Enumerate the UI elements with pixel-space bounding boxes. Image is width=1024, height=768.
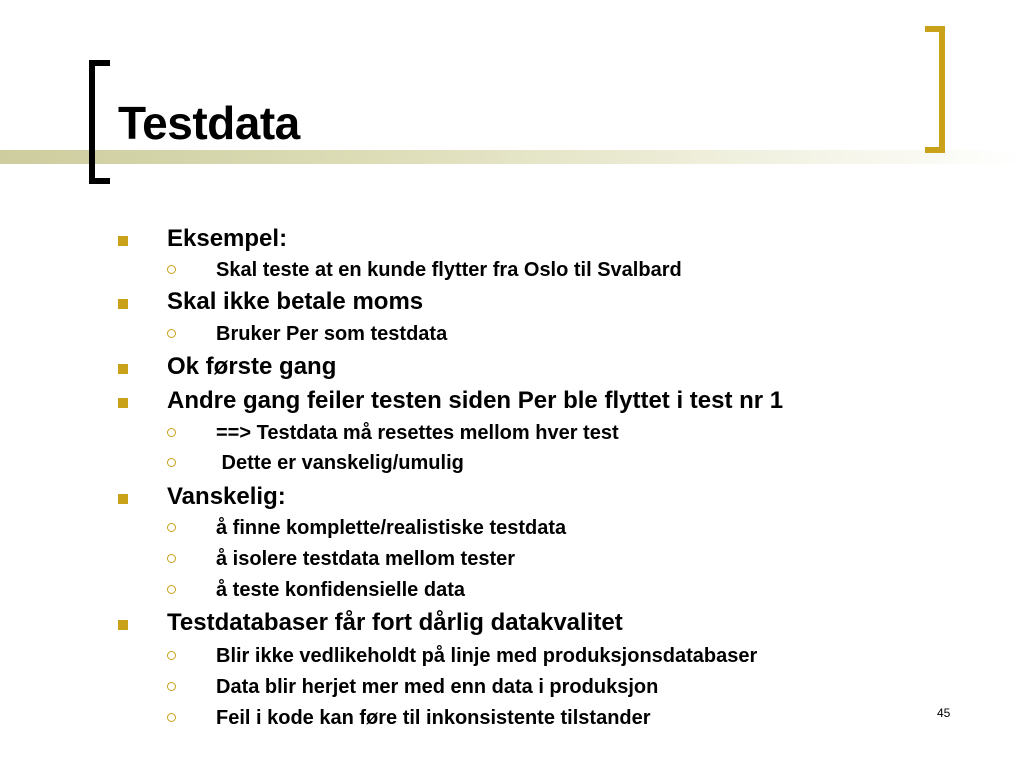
square-bullet-icon — [118, 299, 128, 309]
circle-bullet-icon — [167, 651, 176, 660]
sub-bullet-item: Skal teste at en kunde flytter fra Oslo til Svalbard — [216, 259, 682, 281]
square-bullet-icon — [118, 364, 128, 374]
sub-bullet-item: Bruker Per som testdata — [216, 323, 448, 345]
title-band — [0, 150, 1024, 164]
bullet-item: Skal ikke betale moms — [167, 288, 424, 315]
sub-bullet-item: Blir ikke vedlikeholdt på linje med produksjonsdatabaser — [216, 645, 758, 667]
sub-bullet-item: å isolere testdata mellom tester — [216, 548, 516, 570]
sub-bullet-item: ==> Testdata må resettes mellom hver test — [216, 422, 619, 444]
square-bullet-icon — [118, 620, 128, 630]
circle-bullet-icon — [167, 265, 176, 274]
slide-title: Testdata — [118, 97, 300, 149]
bullet-item: Testdatabaser får fort dårlig datakvalitet — [167, 609, 623, 636]
sub-bullet-item: å finne komplette/realistiske testdata — [216, 517, 567, 539]
bullet-item: Eksempel: — [167, 225, 288, 252]
page-number: 45 — [937, 706, 951, 720]
sub-bullet-item: Dette er vanskelig/umulig — [216, 452, 464, 474]
square-bullet-icon — [118, 494, 128, 504]
bullet-item: Ok første gang — [167, 353, 337, 380]
right-bracket-decoration — [925, 26, 945, 153]
square-bullet-icon — [118, 398, 128, 408]
sub-bullet-item: å teste konfidensielle data — [216, 579, 465, 601]
circle-bullet-icon — [167, 682, 176, 691]
circle-bullet-icon — [167, 458, 176, 467]
sub-bullet-item: Feil i kode kan føre til inkonsistente tilstander — [216, 707, 651, 729]
circle-bullet-icon — [167, 523, 176, 532]
bullet-item: Andre gang feiler testen siden Per ble flyttet i test nr 1 — [167, 387, 784, 414]
square-bullet-icon — [118, 236, 128, 246]
bullet-item: Vanskelig: — [167, 483, 286, 510]
circle-bullet-icon — [167, 713, 176, 722]
circle-bullet-icon — [167, 585, 176, 594]
circle-bullet-icon — [167, 428, 176, 437]
circle-bullet-icon — [167, 554, 176, 563]
circle-bullet-icon — [167, 329, 176, 338]
sub-bullet-item: Data blir herjet mer med enn data i produksjon — [216, 676, 659, 698]
left-bracket-decoration — [89, 60, 110, 184]
